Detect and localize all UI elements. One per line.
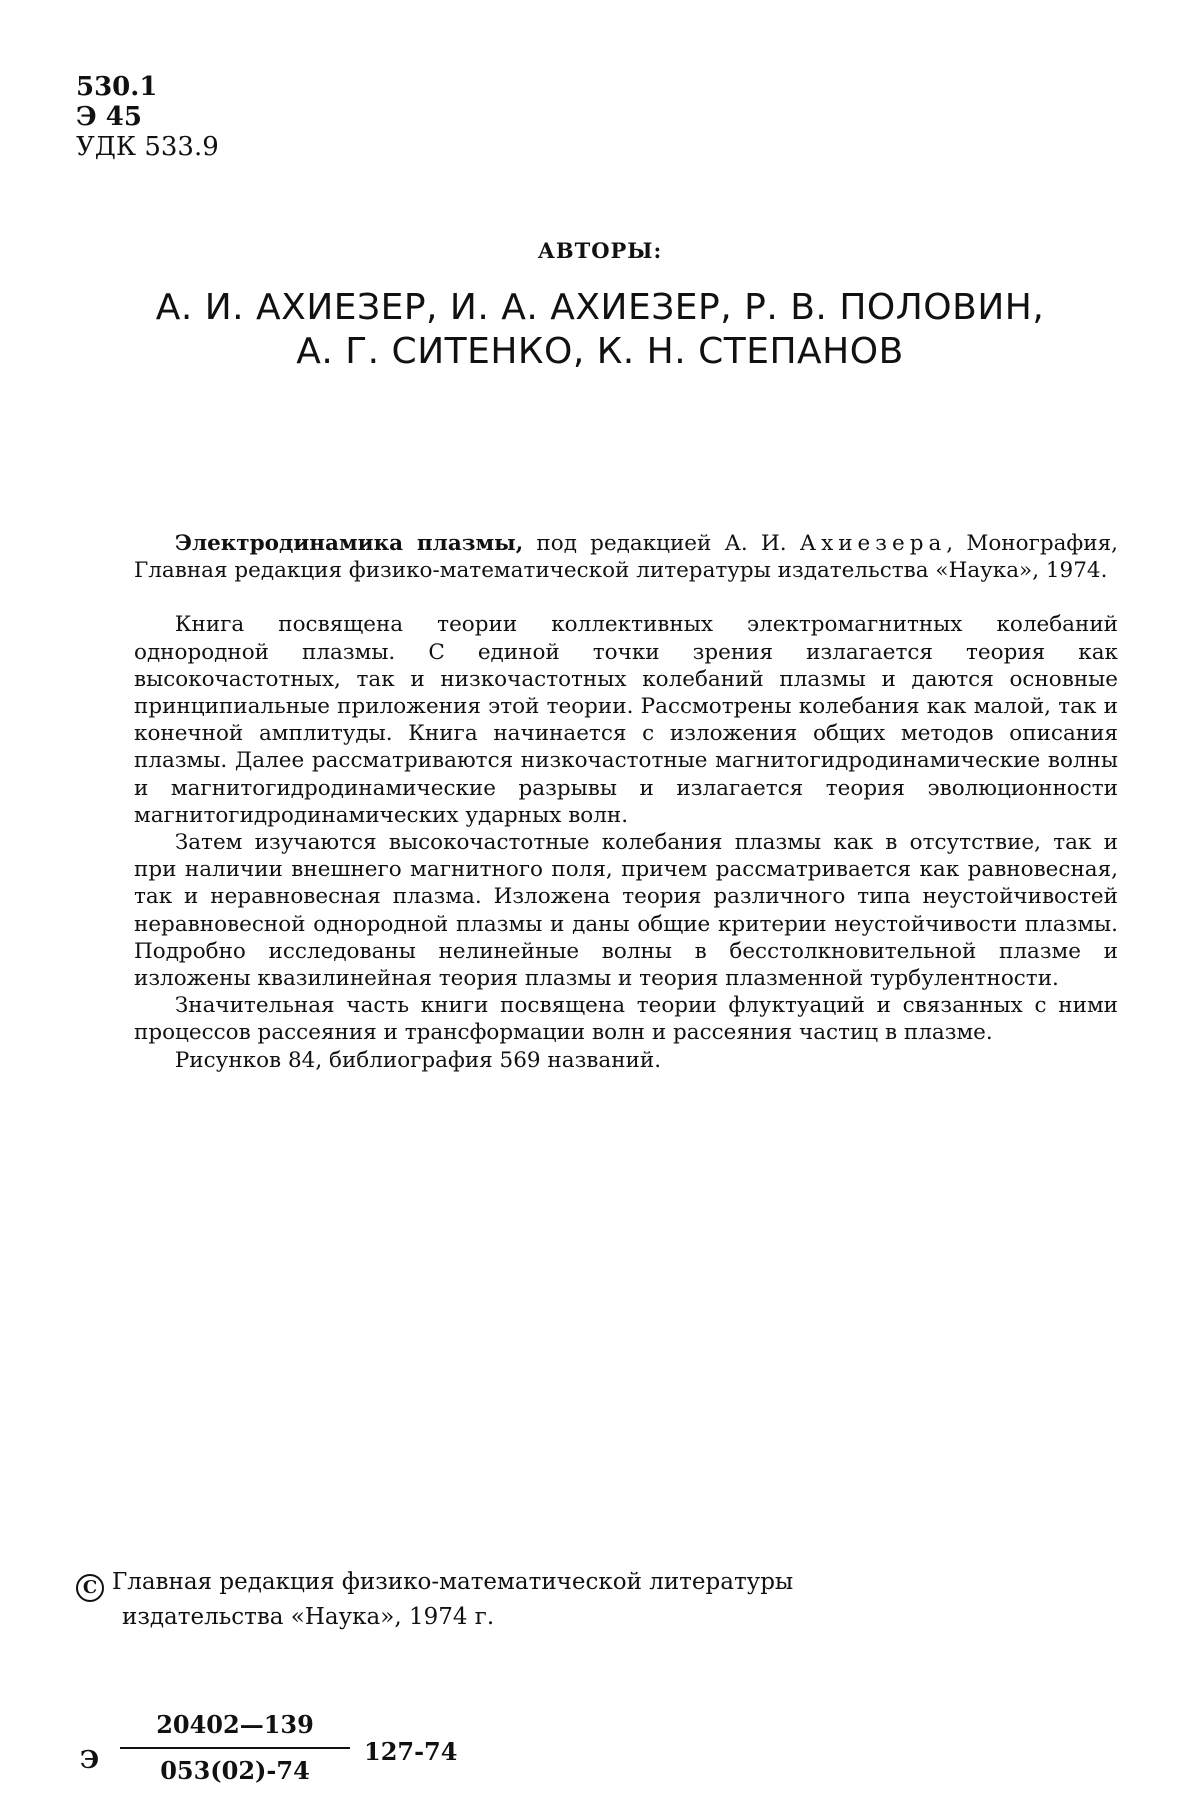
authors-list xyxy=(0,286,1200,374)
authors-line-1: А. И. АХИЕЗЕР, И. А. АХИЕЗЕР, Р. В. ПОЛОВИН, xyxy=(0,286,1200,330)
copyright-line-2: издательства «Наука», 1974 г. xyxy=(76,1602,976,1632)
index-tail: 127-74 xyxy=(364,1737,457,1766)
abstract-paragraph: Рисунков 84, библиография 569 названий. xyxy=(134,1047,1118,1074)
title-verso-page xyxy=(0,0,1200,1816)
abstract-paragraph: Книга посвящена теории коллективных электромагнитных колебаний однородной плазмы. С единой точки зрения излагается теория как высокочастотных, так и низкочастотных колебаний плазмы и даются основные принципиальные приложения этой теории. Рассмотрены колебания как малой, так и конечной амплитуды. Книга начинается с изложения общих методов описания плазмы. Далее рассматриваются низкочастотные магнитогидродинамические волны и магнитогидродинамические разрывы и излагается теория эволюционности магнитогидродинамических ударных волн. xyxy=(134,611,1118,829)
bbk-code: 530.1 xyxy=(76,72,219,102)
abstract-paragraph: Затем изучаются высокочастотные колебания плазмы как в отсутствие, так и при наличии внешнего магнитного поля, причем рассматривается как равновесная, так и неравновесная плазма. Изложена теория различного типа неустойчивостей неравновесной однородной плазмы и даны общие критерии неустойчивости плазмы. Подробно исследованы нелинейные волны в бесстолкновительной плазме и изложены квазилинейная теория плазмы и теория плазменной турбулентности. xyxy=(134,829,1118,992)
reference-rest: , Монография, Главная редакция физико-математической литературы издательства «Наука», 1974. xyxy=(134,531,1118,583)
copyright-line-1: Главная редакция физико-математической литературы xyxy=(112,1569,793,1595)
index-numerator: 20402—139 xyxy=(120,1707,350,1743)
book-title: Электродинамика плазмы, xyxy=(175,531,523,556)
bibliographic-abstract xyxy=(134,530,1118,1074)
author-mark: Э 45 xyxy=(76,102,219,132)
copyright-icon: C xyxy=(76,1574,104,1602)
authors-label: АВТОРЫ: xyxy=(0,238,1200,263)
index-letter: Э xyxy=(80,1745,99,1774)
fraction-bar xyxy=(120,1747,350,1749)
index-fraction xyxy=(120,1707,350,1789)
abstract-paragraph: Значительная часть книги посвящена теории флуктуаций и связанных с ними процессов рассеяния и трансформации волн и рассеяния частиц в плазме. xyxy=(134,992,1118,1046)
editor-name: Ахиезера xyxy=(800,531,947,556)
bibliographic-reference xyxy=(134,530,1118,584)
classification-codes xyxy=(76,72,219,162)
copyright-notice xyxy=(76,1567,976,1632)
index-denominator: 053(02)-74 xyxy=(120,1753,350,1789)
editor-prefix: под редакцией А. И. xyxy=(523,531,800,556)
authors-line-2: А. Г. СИТЕНКО, К. Н. СТЕПАНОВ xyxy=(0,330,1200,374)
udk-code: УДК 533.9 xyxy=(76,132,219,162)
